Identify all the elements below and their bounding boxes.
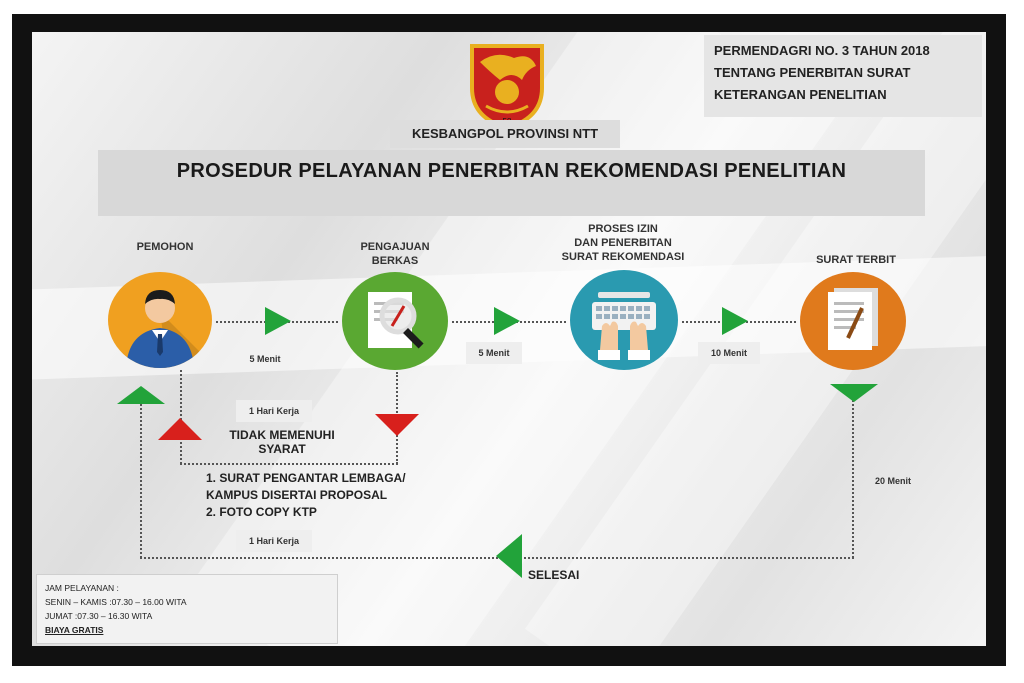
regulation-line: PERMENDAGRI NO. 3 TAHUN 2018 [714,43,930,58]
duration-tag: 5 Menit [466,342,522,364]
arrow-down-green-icon [830,384,878,402]
step-label-pemohon: PEMOHON [136,241,194,253]
keyboard-hands-icon [570,270,678,370]
regulation-box [704,35,982,117]
step-circle-proses [570,270,678,370]
arrow-left-icon [496,534,522,578]
hours-friday: JUMAT :07.30 – 16.30 WITA [45,611,153,621]
step-label-line: DAN PENERBITAN [574,237,672,249]
document-pen-icon [800,272,906,370]
requirement-item: KAMPUS DISERTAI PROPOSAL [206,488,388,502]
person-icon [108,272,212,368]
not-met-label [222,428,342,456]
title-box [98,150,925,216]
requirements-list [206,470,436,521]
arrow-down-red-icon [375,414,419,436]
step-label-line: PENGAJUAN [360,241,430,253]
step-label-line: BERKAS [371,255,419,267]
step-label-pengajuan [340,240,450,268]
hours-mon-thu: SENIN – KAMIS :07.30 – 16.00 WITA [45,597,187,607]
magnifier-document-icon [342,272,448,370]
step-circle-pengajuan [342,272,448,370]
duration-tag: 20 Menit [874,476,911,486]
service-hours-box [36,574,338,644]
page-title: PROSEDUR PELAYANAN PENERBITAN REKOMENDASI PENELITIAN [176,160,847,182]
step-circle-pemohon [108,272,212,368]
arrow-right-icon [494,307,520,335]
step-label-surat-terbit: SURAT TERBIT [816,254,896,266]
emblem-logo [466,40,548,130]
completion-loop-line [140,404,142,558]
not-met-line: SYARAT [258,442,306,456]
fee-label: BIAYA GRATIS [45,625,104,635]
arrow-up-green-icon [117,386,165,404]
regulation-line: KETERANGAN PENELITIAN [714,87,887,102]
duration-tag: 10 Menit [698,342,760,364]
step-label-line: PROSES IZIN [588,223,658,235]
completion-loop-line [852,400,854,558]
arrow-right-icon [265,307,291,335]
step-circle-surat-terbit [800,272,906,370]
finish-label: SELESAI [528,568,580,582]
step-label-line: SURAT REKOMENDASI [561,251,685,263]
duration-tag: 5 Menit [249,354,281,364]
regulation-line: TENTANG PENERBITAN SURAT [714,65,911,80]
organization-name: KESBANGPOL PROVINSI NTT [390,120,620,148]
hours-heading: JAM PELAYANAN : [45,583,119,593]
reject-loop-line [180,370,182,464]
step-label-proses [548,222,698,264]
requirement-item: 1. SURAT PENGANTAR LEMBAGA/ [206,471,406,485]
arrow-up-red-icon [158,418,202,440]
not-met-line: TIDAK MEMENUHI [229,428,335,442]
arrow-right-icon [722,307,748,335]
reject-loop-line [180,463,398,465]
requirement-item: 2. FOTO COPY KTP [206,505,317,519]
duration-tag: 1 Hari Kerja [236,400,312,422]
duration-tag: 1 Hari Kerja [236,530,312,552]
